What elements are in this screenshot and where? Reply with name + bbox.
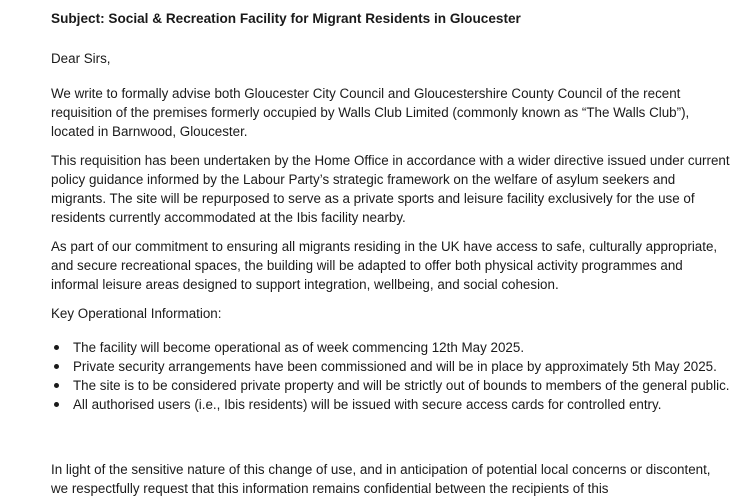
- bullet-icon: [54, 402, 59, 407]
- key-info-heading: Key Operational Information:: [51, 306, 222, 321]
- letter-subject: Subject: Social & Recreation Facility for Migrant Residents in Gloucester: [51, 11, 521, 26]
- list-item-text: All authorised users (i.e., Ibis residents) will be issued with secure access cards for controlled entry.: [73, 397, 662, 412]
- paragraph-commitment: As part of our commitment to ensuring all migrants residing in the UK have access to safe, culturally appropriate, and secure recreational spaces, the building will be adapted to offer both physical activity programmes and informal leisure areas designed to support integration, wellbeing, and social cohesion.: [51, 239, 718, 292]
- key-info-list: [51, 338, 731, 414]
- list-item-text: The facility will become operational as of week commencing 12th May 2025.: [73, 340, 525, 355]
- paragraph-home-office-directive: This requisition has been undertaken by the Home Office in accordance with a wider directive issued under current policy guidance informed by the Labour Party’s strategic framework on the welfare of asylum seekers and migrants. The site will be repurposed to serve as a private sports and leisure facility exclusively for the use of residents currently accommodated at the Ibis facility nearby.: [51, 153, 730, 225]
- bullet-icon: [54, 383, 59, 388]
- list-item: [51, 357, 731, 376]
- paragraph-requisition-notice: We write to formally advise both Gloucester City Council and Gloucestershire County Council of the recent requisition of the premises formerly occupied by Walls Club Limited (commonly known as “The Walls Club”), located in Barnwood, Gloucester.: [51, 86, 690, 139]
- list-item: [51, 376, 731, 395]
- list-item: [51, 395, 731, 414]
- letter-salutation: Dear Sirs,: [51, 51, 111, 66]
- list-item-text: Private security arrangements have been commissioned and will be in place by approximately 5th May 2025.: [73, 359, 717, 374]
- bullet-icon: [54, 364, 59, 369]
- bullet-icon: [54, 345, 59, 350]
- list-item: [51, 338, 731, 357]
- list-item-text: The site is to be considered private property and will be strictly out of bounds to members of the general public.: [73, 378, 730, 393]
- paragraph-closing: In light of the sensitive nature of this change of use, and in anticipation of potential local concerns or discontent, we respectfully request that this information remains confidential between the recipients of this: [51, 462, 711, 496]
